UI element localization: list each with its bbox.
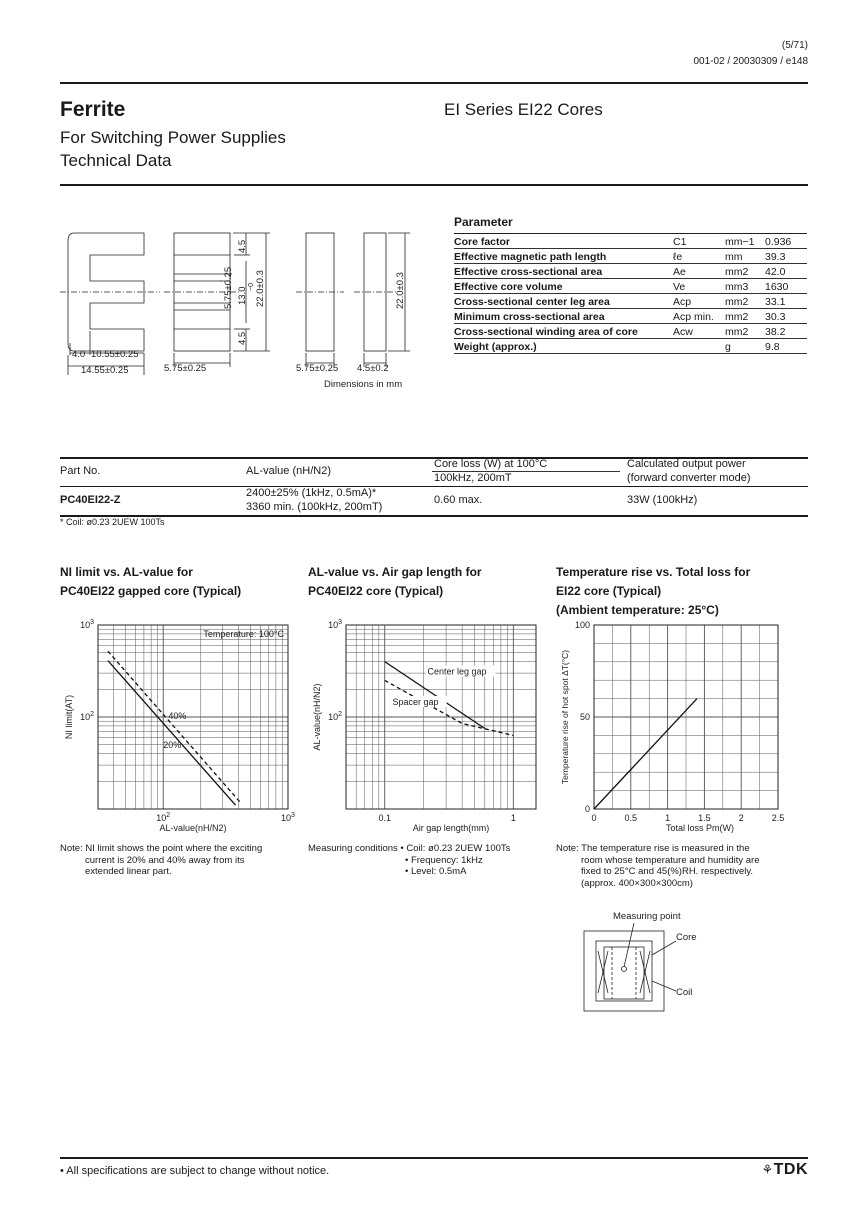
x-tick-label: 0.5 [624, 813, 638, 823]
x-tick-label: 0 [591, 813, 597, 823]
parameter-unit: mm−1 [725, 234, 765, 249]
dim-v3: 13.0 [237, 286, 248, 305]
series-label: 40% [168, 711, 187, 722]
parameter-value: 1630 [765, 279, 807, 294]
y-tick-label: $10^2$ [328, 711, 342, 722]
parameter-symbol: Ae [673, 264, 725, 279]
parameter-name: Cross-sectional center leg area [454, 294, 673, 309]
x-tick-label: 0.1 [378, 813, 391, 823]
chart2-note-line1: Measuring conditions • Coil: ø0.23 2UEW 100Ts [308, 843, 511, 854]
chart1-note-line1: Note: NI limit shows the point where the exciting [60, 843, 263, 854]
chart2-note [308, 843, 548, 878]
x-axis-label: AL-value(nH/N2) [159, 823, 227, 833]
x-tick-label: 2.5 [771, 813, 785, 823]
parameter-symbol: Acw [673, 324, 725, 339]
title-rule [60, 184, 808, 186]
parameter-name: Cross-sectional winding area of core [454, 324, 673, 339]
chart3-title-line3: (Ambient temperature: 25°C) [556, 603, 719, 617]
parameter-unit: mm3 [725, 279, 765, 294]
y-tick-label: $10^2$ [80, 711, 94, 722]
parts-header-al [246, 465, 331, 477]
parameter-value: 38.2 [765, 324, 807, 339]
page-subtitle-1: For Switching Power Supplies [60, 128, 286, 147]
chart2-note-line3: • Level: 0.5mA [405, 866, 467, 877]
dim-v2: 5.75±0.25 [223, 266, 234, 309]
chart3-title [556, 563, 750, 620]
fig-coil-label: Coil [676, 987, 693, 998]
measuring-setup-figure [580, 905, 720, 1015]
chart-annotation: Temperature: 100°C [203, 629, 284, 639]
dim-v4: 22.0±0.3 [255, 270, 266, 307]
parameter-name: Effective cross-sectional area [454, 264, 673, 279]
chart3-title-line2: EI22 core (Typical) [556, 584, 662, 598]
x-axis-label: Total loss Pm(W) [665, 823, 735, 833]
y-tick-label: 100 [574, 620, 590, 630]
parts-header-part: Part No. [60, 465, 101, 477]
page-subtitle-2: Technical Data [60, 151, 172, 170]
parameter-name: Weight (approx.) [454, 339, 673, 354]
chart3-title-line1: Temperature rise vs. Total loss for [556, 565, 751, 579]
parameter-unit: mm2 [725, 309, 765, 324]
parameter-row [454, 249, 807, 264]
y-axis-label: NI limit(AT) [64, 694, 74, 740]
parameter-unit: g [725, 339, 765, 354]
dim-i-width: 5.75±0.25 [296, 363, 339, 374]
chart3-note-line3: fixed to 25°C and 45(%)RH. respectively. [581, 866, 754, 877]
series-label: Center leg gap [427, 666, 487, 677]
core-dimension-drawing [60, 225, 420, 393]
page-number: (5/71) [781, 40, 808, 51]
page-title: Ferrite [60, 98, 126, 121]
parameter-row [454, 309, 807, 324]
chart1-title-line1: NI limit vs. AL-value for [60, 565, 193, 579]
parts-header-loss-2: 100kHz, 200mT [434, 472, 512, 484]
x-tick-label: 1.5 [698, 813, 711, 823]
chart2-note-line2: • Frequency: 1kHz [405, 854, 483, 866]
dimension-caption: Dimensions in mm [324, 379, 403, 390]
parameter-name: Core factor [454, 234, 673, 249]
y-tick-label: 50 [579, 712, 590, 722]
parameter-value: 0.936 [765, 234, 807, 249]
series-line [385, 680, 514, 735]
dim-e-left: 4.0 [72, 349, 86, 360]
parameter-value: 39.3 [765, 249, 807, 264]
tdk-logo-text: TDK [773, 1161, 808, 1178]
parameter-heading: Parameter [454, 215, 513, 229]
document-code: 001-02 / 20030309 / e148 [693, 56, 808, 67]
dim-e-total: 14.55±0.25 [81, 365, 129, 376]
parameter-value: 33.1 [765, 294, 807, 309]
chart-ni-limit [60, 615, 300, 840]
parameter-symbol: Acp min. [673, 309, 725, 324]
chart1-title [60, 563, 241, 601]
parts-header-loss-1: Core loss (W) at 100°C [434, 458, 548, 470]
chart3-note-line1: Note: The temperature rise is measured in the [556, 843, 750, 854]
chart3-note-line2: room whose temperature and humidity are [581, 854, 760, 866]
dim-e-side: 5.75±0.25 [164, 363, 207, 374]
x-tick-label: $10^2$ [156, 812, 171, 823]
chart-temp-rise [556, 615, 796, 840]
series-label: 20% [163, 740, 182, 751]
series-label: Spacer gap [392, 697, 439, 708]
y-tick-label: 0 [584, 804, 590, 814]
x-tick-label: 1 [665, 813, 671, 823]
dim-v3-tol: −0 [248, 283, 255, 291]
parameter-value: 9.8 [765, 339, 807, 354]
parameter-symbol: ℓe [673, 249, 725, 264]
parts-header-power-2: (forward converter mode) [627, 472, 751, 484]
parts-output-power: 33W (100kHz) [627, 494, 698, 506]
parts-table-bottom-rule [60, 515, 808, 517]
parameter-row [454, 294, 807, 309]
parameter-value: 30.3 [765, 309, 807, 324]
dim-v1: 4.5 [237, 239, 248, 253]
dim-e-mid: 10.55±0.25 [91, 349, 139, 360]
parameter-row [454, 339, 807, 354]
parameter-symbol: C1 [673, 234, 725, 249]
parameter-row [454, 264, 807, 279]
parts-al-value-2: 3360 min. (100kHz, 200mT) [246, 501, 383, 513]
dim-i-thick: 4.5±0.2 [357, 363, 389, 374]
series-line [108, 651, 240, 802]
parameter-row [454, 324, 807, 339]
x-axis-label: Air gap length(mm) [412, 823, 490, 833]
tdk-logo-icon: ⚘ [761, 1162, 774, 1177]
tdk-logo [761, 1161, 808, 1179]
parts-core-loss: 0.60 max. [434, 494, 483, 506]
parts-part-number: PC40EI22-Z [60, 494, 121, 506]
y-axis-label: AL-value(nH/N2) [312, 683, 322, 751]
parameter-name: Effective core volume [454, 279, 673, 294]
y-axis-label: Temperature rise of hot spot ΔT(°C) [560, 649, 570, 785]
parameter-symbol: Acp [673, 294, 725, 309]
dim-i-height: 22.0±0.3 [395, 272, 406, 309]
chart1-note-line2: current is 20% and 40% away from its [85, 854, 245, 866]
chart1-note [60, 843, 300, 878]
y-tick-label: $10^3$ [80, 619, 94, 630]
parameter-unit: mm2 [725, 264, 765, 279]
series-line [108, 661, 236, 806]
series-title: EI Series EI22 Cores [444, 100, 603, 119]
parameter-row [454, 234, 807, 249]
parameter-table [454, 233, 807, 354]
parameter-value: 42.0 [765, 264, 807, 279]
chart3-note [556, 843, 806, 889]
fig-measuring-point-label: Measuring point [613, 911, 681, 922]
parts-table-mid-rule [60, 486, 808, 487]
chart2-title-line1: AL-value vs. Air gap length for [308, 565, 482, 579]
y-tick-label: $10^3$ [328, 619, 342, 630]
parameter-name: Effective magnetic path length [454, 249, 673, 264]
parameter-row [454, 279, 807, 294]
chart3-note-line4: (approx. 400×300×300cm) [581, 877, 693, 889]
x-tick-label: 2 [738, 813, 744, 823]
parameter-symbol [673, 339, 725, 354]
chart1-note-line3: extended linear part. [85, 866, 172, 877]
parameter-unit: mm [725, 249, 765, 264]
chart-al-vs-gap [308, 615, 548, 840]
parameter-unit: mm2 [725, 294, 765, 309]
header-rule [60, 82, 808, 84]
parts-footnote: * Coil: ø0.23 2UEW 100Ts [60, 517, 165, 527]
chart1-title-line2: PC40EI22 gapped core (Typical) [60, 584, 242, 598]
x-tick-label: 1 [510, 813, 516, 823]
footer-rule [60, 1157, 808, 1159]
fig-core-label: Core [676, 932, 697, 943]
parameter-unit: mm2 [725, 324, 765, 339]
parts-header-power-1: Calculated output power [627, 458, 746, 470]
dim-v5: 4.5 [237, 331, 248, 345]
parts-al-value-1: 2400±25% (1kHz, 0.5mA)* [246, 487, 377, 499]
footer-note: • All specifications are subject to change without notice. [60, 1165, 330, 1177]
x-tick-label: $10^3$ [281, 812, 295, 823]
chart2-title [308, 563, 482, 601]
chart2-title-line2: PC40EI22 core (Typical) [308, 584, 444, 598]
parameter-symbol: Ve [673, 279, 725, 294]
parameter-name: Minimum cross-sectional area [454, 309, 673, 324]
parts-header-al-text: AL-value (nH/N2) [246, 465, 331, 477]
